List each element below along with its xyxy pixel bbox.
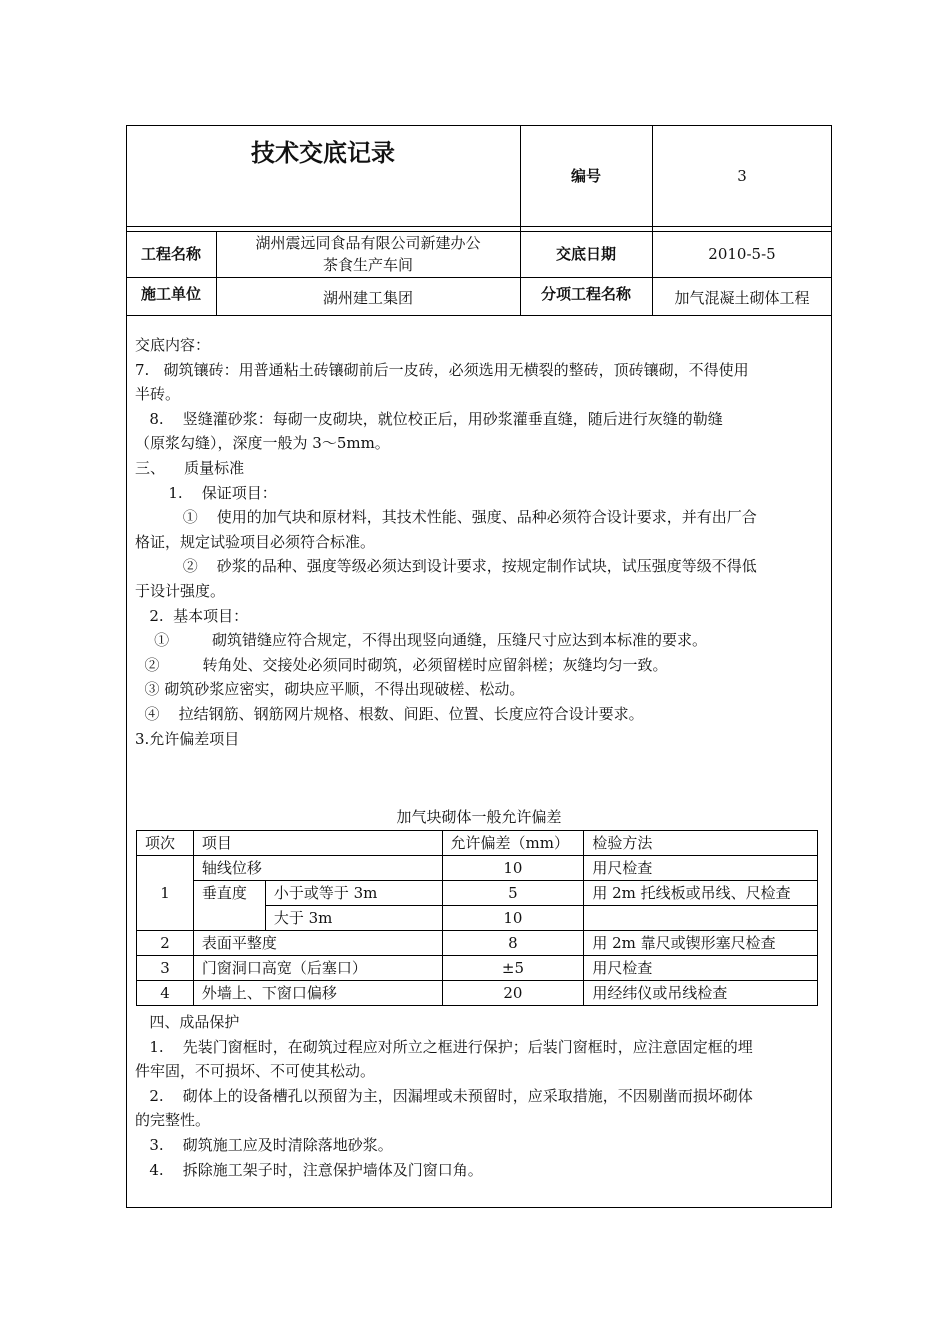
row-subitem: 大于 3m xyxy=(265,906,442,931)
row-value: 5 xyxy=(442,881,584,906)
row-number: 4 xyxy=(137,981,194,1006)
unit-value: 湖州建工集团 xyxy=(322,289,413,307)
content-line: ④ 拉结钢筋、钢筋网片规格、根数、间距、位置、长度应符合设计要求。 xyxy=(135,704,644,723)
content-line: 4. 拆除施工架子时，注意保护墙体及门窗口角。 xyxy=(135,1160,483,1179)
content-line: 7. 砌筑镶砖：用普通粘土砖镶砌前后一皮砖，必须选用无横裂的整砖，顶砖镶砌，不得使用 xyxy=(135,360,749,379)
row-value: 20 xyxy=(442,981,584,1006)
content-line: ① 砌筑错缝应符合规定，不得出现竖向通缝，压缝尺寸应达到本标准的要求。 xyxy=(135,631,707,650)
project-value-line1: 湖州震远同食品有限公司新建办公 xyxy=(255,234,481,252)
row-value: 8 xyxy=(442,931,584,956)
table-header: 项次 xyxy=(137,831,194,856)
content-line: 2. 砌体上的设备槽孔以预留为主，因漏埋或未预留时，应采取措施，不因剔凿而损坏砌体 xyxy=(135,1086,753,1105)
content-line: ③ 砌筑砂浆应密实，砌块应平顺，不得出现破槎、松动。 xyxy=(135,680,525,699)
table-header: 检验方法 xyxy=(584,831,818,856)
table-row xyxy=(137,881,818,906)
row-item: 外墙上、下窗口偏移 xyxy=(193,981,442,1006)
content-line: 四、成品保护 xyxy=(135,1013,240,1031)
content-line: ① 使用的加气块和原材料，其技术性能、强度、品种必须符合设计要求，并有出厂合 xyxy=(135,508,757,527)
row-item: 垂直度 xyxy=(193,881,265,931)
content-line: 件牢固，不可损坏、不可使其松动。 xyxy=(135,1062,376,1081)
table-row xyxy=(137,956,818,981)
row-item: 表面平整度 xyxy=(193,931,442,956)
content-line: 3. 砌筑施工应及时清除落地砂浆。 xyxy=(135,1135,393,1154)
content-line: 2. 基本项目： xyxy=(135,606,249,625)
content-line: 于设计强度。 xyxy=(135,581,226,600)
table-header-row xyxy=(137,831,818,856)
project-value-line2: 茶食生产车间 xyxy=(322,256,413,274)
number-value: 3 xyxy=(737,167,747,185)
content-line: 交底内容： xyxy=(135,336,211,354)
row-number: 2 xyxy=(137,931,194,956)
row-subitem: 小于或等于 3m xyxy=(265,881,442,906)
content-line: 半砖。 xyxy=(135,385,181,404)
table-header: 允许偏差（mm） xyxy=(442,831,584,856)
divider xyxy=(126,226,832,227)
content-line: 三、 质量标准 xyxy=(135,458,245,477)
row-value: ±5 xyxy=(442,956,584,981)
row-number: 1 xyxy=(137,856,194,931)
unit-label: 施工单位 xyxy=(140,285,201,303)
row-item: 门窗洞口高宽（后塞口） xyxy=(193,956,442,981)
table-row xyxy=(137,981,818,1006)
row-method: 用 2m 靠尺或锲形塞尺检查 xyxy=(584,931,818,956)
row-value: 10 xyxy=(442,856,584,881)
date-label: 交底日期 xyxy=(555,245,616,263)
row-method: 用尺检查 xyxy=(584,956,818,981)
content-line: 1. 保证项目： xyxy=(135,483,277,502)
row-number: 3 xyxy=(137,956,194,981)
row-value: 10 xyxy=(442,906,584,931)
divider xyxy=(126,315,832,316)
project-value xyxy=(216,231,520,277)
divider xyxy=(126,277,832,278)
date-value: 2010-5-5 xyxy=(708,245,776,263)
table-caption: 加气块砌体一般允许偏差 xyxy=(396,808,562,826)
briefing-content xyxy=(135,333,825,751)
content-line: 1. 先装门窗框时，在砌筑过程应对所立之框进行保护；后装门窗框时，应注意固定框的埋 xyxy=(135,1037,753,1056)
content-line: 8. 竖缝灌砂浆：每砌一皮砌块，就位校正后，用砂浆灌垂直缝，随后进行灰缝的勒缝 xyxy=(135,409,723,428)
content-line: 格证，规定试验项目必须符合标准。 xyxy=(135,532,376,551)
deviation-table xyxy=(136,830,818,1006)
protection-content xyxy=(135,1010,825,1182)
content-line: 3.允许偏差项目 xyxy=(135,729,240,748)
page-title: 技术交底记录 xyxy=(251,139,395,167)
subproject-value: 加气混凝土砌体工程 xyxy=(674,289,810,307)
content-line: （原浆勾缝），深度一般为 3～5mm。 xyxy=(135,434,390,453)
number-label: 编号 xyxy=(570,167,601,185)
project-label: 工程名称 xyxy=(140,245,201,263)
table-header: 项目 xyxy=(193,831,442,856)
content-line: ② 砂浆的品种、强度等级必须达到设计要求，按规定制作试块，试压强度等级不得低 xyxy=(135,557,757,576)
row-method: 用尺检查 xyxy=(584,856,818,881)
row-method: 用 2m 托线板或吊线、尺检查 xyxy=(584,881,818,906)
row-item: 轴线位移 xyxy=(193,856,442,881)
table-row xyxy=(137,856,818,881)
content-line: 的完整性。 xyxy=(135,1111,211,1130)
row-method: 用经纬仪或吊线检查 xyxy=(584,981,818,1006)
subproject-label: 分项工程名称 xyxy=(540,285,631,303)
row-method xyxy=(584,906,818,931)
table-row xyxy=(137,931,818,956)
content-line: ② 转角处、交接处必须同时砌筑，必须留槎时应留斜槎；灰缝均匀一致。 xyxy=(135,655,668,674)
